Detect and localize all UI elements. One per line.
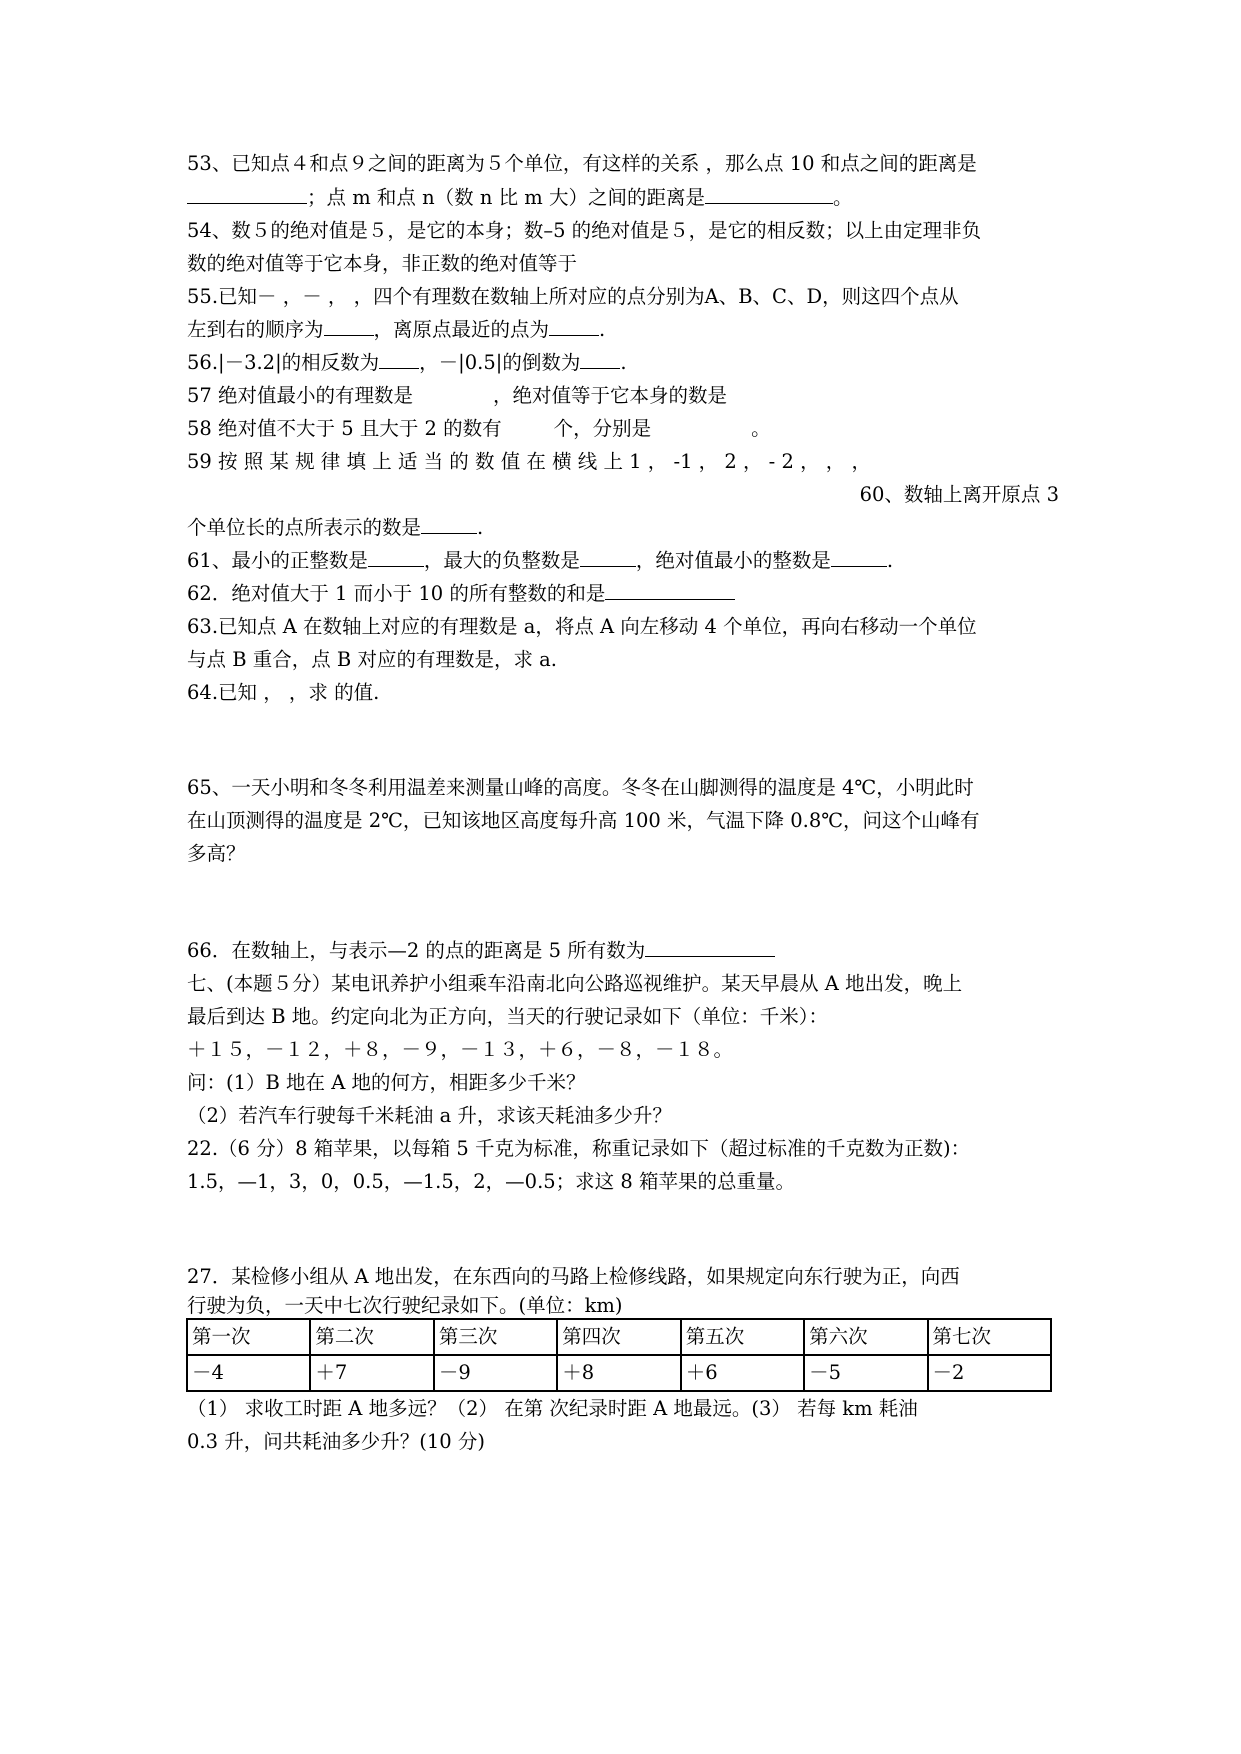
question-53-end: 。: [833, 186, 853, 209]
question-55-text: 左到右的顺序为: [187, 318, 324, 341]
question-63-line-1: 63.已知点 A 在数轴上对应的有理数是 a，将点 A 向左移动 4 个单位，再向右移动一个单位: [187, 615, 977, 638]
question-61-text: 61、最小的正整数是: [187, 549, 368, 572]
driving-record-table: [186, 1318, 1052, 1392]
question-58-text: 58 绝对值不大于 5 且大于 2 的数有: [187, 417, 502, 440]
table-cell: －9: [434, 1355, 557, 1391]
question-22-line-1: 22.（6 分）8 箱苹果，以每箱 5 千克为标准，称重记录如下（超过标准的千克数为正数)：: [187, 1137, 971, 1160]
table-header-cell: 第二次: [310, 1319, 433, 1355]
question-60-start: 60、数轴上离开原点 3: [859, 483, 1059, 506]
table-cell: －4: [187, 1355, 310, 1391]
answer-blank[interactable]: [831, 548, 887, 567]
question-57-text: ，绝对值等于它本身的数是: [493, 384, 728, 407]
table-cell: ＋6: [681, 1355, 804, 1391]
answer-blank[interactable]: [187, 185, 307, 204]
table-cell: ＋7: [310, 1355, 433, 1391]
question-65-line-3: 多高？: [187, 842, 246, 865]
question-55-end: .: [599, 318, 606, 341]
question-62: [187, 578, 1067, 609]
answer-blank[interactable]: [368, 548, 424, 567]
table-header-cell: 第四次: [557, 1319, 680, 1355]
question-66-text: 66．在数轴上，与表示—2 的点的距离是 5 所有数为: [187, 939, 646, 962]
question-63-line-2: 与点 B 重合，点 B 对应的有理数是，求 a.: [187, 648, 557, 671]
question-55-line-2: [187, 314, 1067, 345]
question-65-line-2: 在山顶测得的温度是 2℃，已知该地区高度每升高 100 米，气温下降 0.8℃，问这个山峰有: [187, 809, 980, 832]
question-60-line-2: [187, 512, 1067, 543]
question-54-line-1: 54、数５的绝对值是５，是它的本身；数–5 的绝对值是５，是它的相反数；以上由定理非负: [187, 219, 982, 242]
question-61-text: ，最大的负整数是: [423, 549, 580, 572]
question-58-end: 。: [751, 417, 771, 440]
question-61-end: .: [886, 549, 894, 572]
question-60-text: 个单位长的点所表示的数是: [187, 516, 422, 539]
question-54-line-2: 数的绝对值等于它本身，非正数的绝对值等于: [187, 252, 578, 275]
table-cell: －5: [804, 1355, 927, 1391]
question-53-line-2: [187, 182, 1067, 213]
question-64: 64.已知 ， ，求 的值.: [187, 681, 380, 704]
question-56-text: 56.|－3.2|的相反数为: [187, 351, 380, 374]
table-row: [187, 1355, 1051, 1391]
answer-blank[interactable]: [421, 515, 477, 534]
question-66: [187, 935, 1067, 966]
question-61: [187, 545, 1067, 576]
question-58: [187, 413, 1067, 444]
question-7-ask-1: 问：(1）B 地在 A 地的何方，相距多少千米？: [187, 1071, 586, 1094]
question-53-line-1: 53、已知点４和点９之间的距离为５个单位，有这样的关系 ，那么点 10 和点之间的距离是: [187, 152, 977, 175]
answer-blank[interactable]: [580, 350, 620, 369]
question-55-line-1: 55.已知－ ，－ ， ，四个有理数在数轴上所对应的点分别为A、B、C、D，则这四个点从: [187, 285, 959, 308]
answer-blank[interactable]: [605, 581, 735, 600]
question-27-asks-end: 0.3 升，问共耗油多少升？(10 分): [187, 1430, 485, 1453]
question-53-text: ；点 m 和点 n（数 n 比 m 大）之间的距离是: [307, 186, 705, 209]
question-60-end: .: [477, 516, 484, 539]
question-56: [187, 347, 1067, 378]
answer-blank[interactable]: [549, 317, 599, 336]
table-header-cell: 第五次: [681, 1319, 804, 1355]
answer-blank[interactable]: [324, 317, 374, 336]
table-header-row: [187, 1319, 1051, 1355]
question-27-line-1: 27．某检修小组从 A 地出发，在东西向的马路上检修线路，如果规定向东行驶为正，向西: [187, 1265, 960, 1288]
question-22-line-2: 1.5，—1，3，0，0.5，—1.5，2，—0.5；求这 8 箱苹果的总重量。: [187, 1170, 795, 1193]
table-cell: ＋8: [557, 1355, 680, 1391]
table-cell: －2: [928, 1355, 1051, 1391]
question-57-text: 57 绝对值最小的有理数是: [187, 384, 414, 407]
answer-blank[interactable]: [580, 548, 636, 567]
question-56-text: ，－|0.5|的倒数为: [419, 351, 581, 374]
table-header-cell: 第一次: [187, 1319, 310, 1355]
question-7-ask-2: （2）若汽车行驶每千米耗油 a 升，求该天耗油多少升？: [187, 1104, 672, 1127]
answer-blank[interactable]: [705, 185, 833, 204]
question-58-text: 个，分别是: [553, 417, 652, 440]
question-7-line-1: 七、(本题５分）某电讯养护小组乘车沿南北向公路巡视维护。某天早晨从 A 地出发，晚上: [187, 972, 963, 995]
answer-blank[interactable]: [645, 938, 775, 957]
answer-blank[interactable]: [379, 350, 419, 369]
question-56-end: .: [620, 351, 627, 374]
table-header-cell: 第六次: [804, 1319, 927, 1355]
question-55-text: ，离原点最近的点为: [373, 318, 550, 341]
table-header-cell: 第七次: [928, 1319, 1051, 1355]
question-57: [187, 380, 1067, 411]
question-7-line-2: 最后到达 B 地。约定向北为正方向，当天的行驶记录如下（单位：千米）：: [187, 1005, 828, 1028]
question-61-text: ，绝对值最小的整数是: [635, 549, 831, 572]
question-65-line-1: 65、一天小明和冬冬利用温差来测量山峰的高度。冬冬在山脚测得的温度是 4℃，小明此时: [187, 776, 974, 799]
question-27-asks: （1） 求收工时距 A 地多远？（2） 在第 次纪录时距 A 地最远。(3） 若每 km 耗油: [187, 1397, 918, 1420]
question-62-text: 62．绝对值大于 1 而小于 10 的所有整数的和是: [187, 582, 606, 605]
question-59: 59 按 照 某 规 律 填 上 适 当 的 数 值 在 横 线 上 1 ， -1 ， 2 ， - 2 ， ， ，: [187, 450, 871, 473]
question-7-record: ＋１５，－１２，＋８，－９，－１３，＋６，－８，－１８。: [187, 1038, 734, 1061]
question-27-line-2: 行驶为负，一天中七次行驶纪录如下。(单位：km): [187, 1294, 623, 1317]
table-header-cell: 第三次: [434, 1319, 557, 1355]
